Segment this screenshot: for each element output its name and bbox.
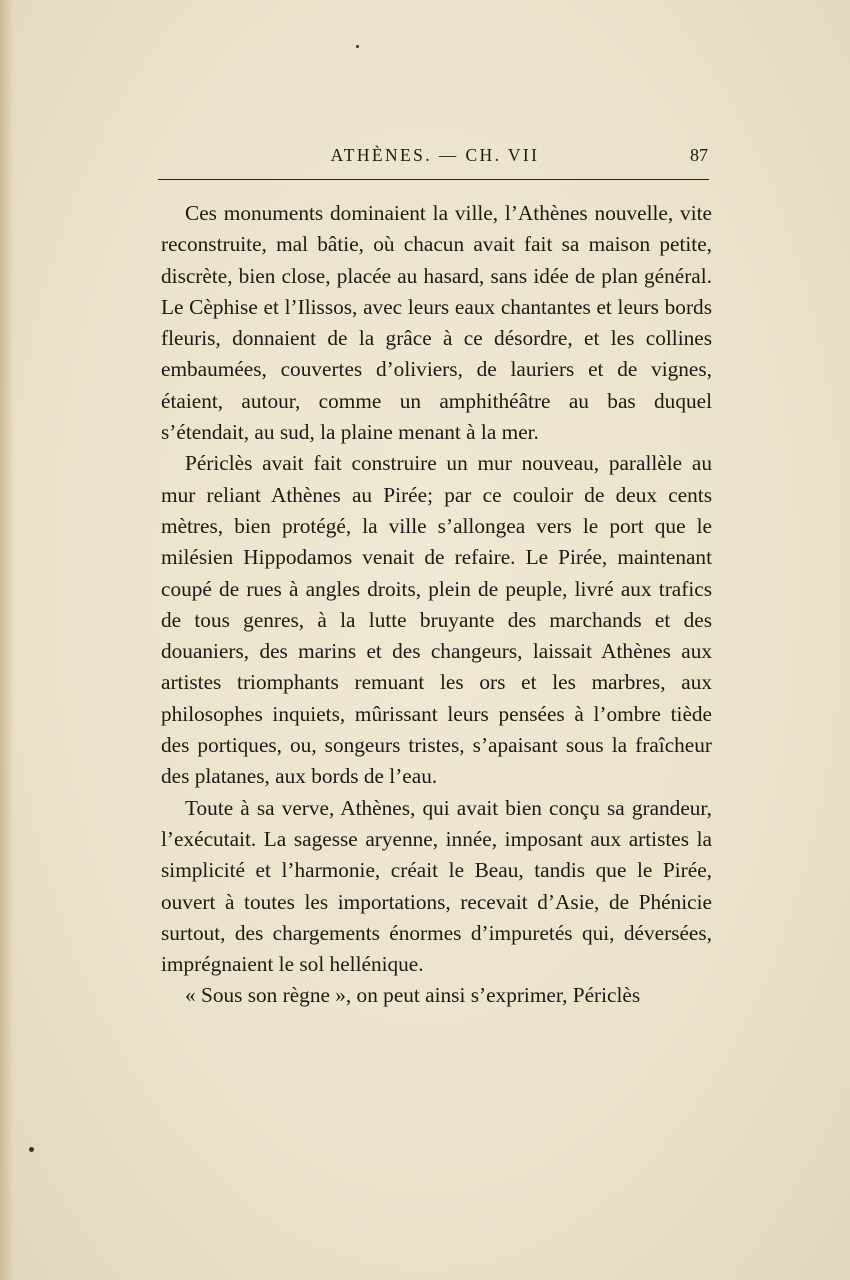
running-title: ATHÈNES. — CH. VII (330, 145, 540, 165)
running-head (160, 141, 710, 171)
ink-speck (29, 1147, 34, 1152)
paragraph-1: Ces monuments dominaient la ville, l’Athènes nouvelle, vite reconstruite, mal bâtie, où chacun avait fait sa maison petite, discrète, bien close, placée au hasard, sans idée de plan général. Le Cèphise et l’Ilissos, avec leurs eaux chantantes et leurs bords fleuris, donnaient de la grâce à ce désordre, et les collines embaumées, couvertes d’oliviers, de lauriers et de vignes, étaient, autour, comme un amphithéâtre au bas duquel s’étendait, au sud, la plaine menant à la mer. (161, 201, 712, 445)
ink-speck (356, 45, 359, 48)
paragraph-2: Périclès avait fait construire un mur nouveau, parallèle au mur reliant Athènes au Pirée; par ce couloir de deux cents mètres, bien protégé, la ville s’allongea vers le port que le milésien Hippodamos venait de refaire. Le Pirée, maintenant coupé de rues à angles droits, plein de peuple, livré aux trafics de tous genres, à la lutte bruyante des marchands et des douaniers, des marins et des changeurs, laissait Athènes aux artistes triomphants remuant les ors et les marbres, aux philosophes inquiets, mûrissant leurs pensées à l’ombre tiède des portiques, ou, songeurs tristes, s’apaisant sous la fraîcheur des platanes, aux bords de l’eau. (161, 451, 712, 789)
paragraph-4: « Sous son règne », on peut ainsi s’exprimer, Périclès (185, 983, 641, 1008)
body-text (161, 198, 712, 1012)
page-number: 87 (690, 145, 708, 165)
paragraph-3: Toute à sa verve, Athènes, qui avait bien conçu sa grandeur, l’exécutait. La sagesse aryenne, innée, imposant aux artistes la simplicité et l’harmonie, créait le Beau, tandis que le Pirée, ouvert à toutes les importations, recevait d’Asie, de Phénicie surtout, des chargements énormes d’impuretés qui, déversées, imprégnaient le sol hellénique. (161, 795, 712, 977)
header-rule (158, 179, 709, 180)
